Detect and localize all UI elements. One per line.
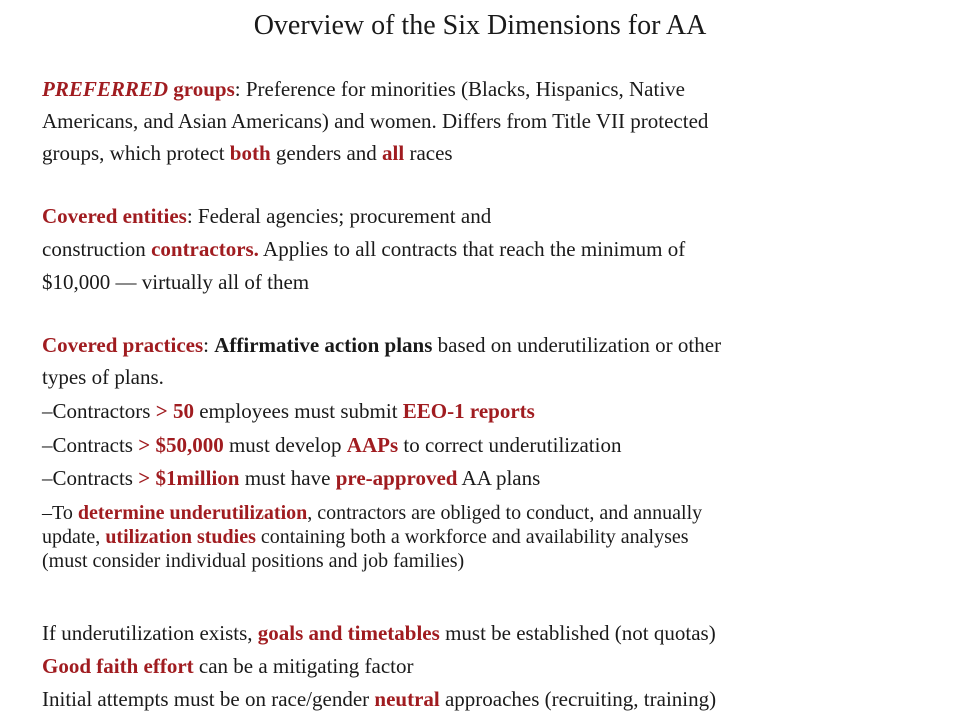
goals-line-3 — [42, 686, 716, 712]
preferred-term: PREFERRED — [42, 77, 169, 101]
utilization-studies-term: utilization studies — [105, 526, 256, 548]
goals-line-2 — [42, 653, 413, 679]
threshold-50000: > $50,000 — [138, 433, 224, 457]
bullet-text: employees must submit — [193, 399, 403, 423]
aap-term: Affirmative action plans — [214, 333, 433, 357]
bullet-text: –To — [42, 502, 78, 524]
entities-line-3: $10,000 — virtually all of them — [42, 270, 310, 294]
bullet-text: –Contractors — [42, 399, 156, 423]
preferred-text: races — [404, 141, 453, 165]
bullet-underutilization-3: (must consider individual positions and job families) — [42, 550, 465, 572]
goals-text: must be established (not quotas) — [439, 621, 716, 645]
practices-line-1 — [42, 332, 721, 358]
preferred-text: genders and — [270, 141, 383, 165]
bullet-underutilization-2 — [42, 526, 689, 548]
both-term: both — [229, 141, 271, 165]
goals-text: If underutilization exists, — [42, 621, 258, 645]
preferred-line-1 — [42, 76, 685, 102]
practices-line-2: types of plans. — [42, 365, 164, 389]
entities-text: construction — [42, 237, 152, 261]
goals-text: Initial attempts must be on race/gender — [42, 687, 375, 711]
entities-text: Applies to all contracts that reach the minimum of — [258, 237, 686, 261]
contractors-term: contractors. — [151, 237, 259, 261]
bullet-contracts-50000 — [42, 432, 621, 458]
preferred-text: groups, which protect — [42, 141, 230, 165]
good-faith-term: Good faith effort — [42, 654, 194, 678]
goals-text: can be a mitigating factor — [193, 654, 414, 678]
practices-text: based on underutilization or other — [432, 333, 722, 357]
covered-practices-term: Covered practices — [42, 333, 204, 357]
bullet-text: AA plans — [457, 466, 541, 490]
bullet-contracts-1million — [42, 465, 540, 491]
aaps-term: AAPs — [346, 433, 399, 457]
practices-text: : — [203, 333, 215, 357]
all-term: all — [382, 141, 405, 165]
neutral-term: neutral — [374, 687, 440, 711]
bullet-text: update, — [42, 526, 106, 548]
eeo1-term: EEO-1 reports — [402, 399, 535, 423]
bullet-text: –Contracts — [42, 466, 139, 490]
preferred-line-2: Americans, and Asian Americans) and women. Differs from Title VII protected — [42, 109, 709, 133]
entities-text: : Federal agencies; procurement and — [186, 204, 492, 228]
goals-timetables-term: goals and timetables — [257, 621, 440, 645]
threshold-50: > 50 — [155, 399, 194, 423]
bullet-text: –Contracts — [42, 433, 139, 457]
bullet-underutilization-1 — [42, 502, 702, 524]
pre-approved-term: pre-approved — [335, 466, 458, 490]
goals-line-1 — [42, 620, 716, 646]
bullet-text: , contractors are obliged to conduct, and annually — [307, 502, 703, 524]
slide-title: Overview of the Six Dimensions for AA — [253, 10, 707, 41]
bullet-text: must have — [239, 466, 336, 490]
preferred-groups-term: groups — [168, 77, 235, 101]
bullet-text: containing both a workforce and availability analyses — [255, 526, 689, 548]
bullet-text: must develop — [223, 433, 347, 457]
entities-line-1 — [42, 203, 491, 229]
entities-line-2 — [42, 236, 685, 262]
preferred-line-3 — [42, 140, 453, 166]
goals-text: approaches (recruiting, training) — [439, 687, 717, 711]
bullet-text: to correct underutilization — [398, 433, 622, 457]
preferred-text: : Preference for minorities (Blacks, Hispanics, Native — [234, 77, 685, 101]
bullet-contractors — [42, 398, 535, 424]
threshold-1million: > $1million — [138, 466, 240, 490]
determine-underutilization-term: determine underutilization — [77, 502, 308, 524]
covered-entities-term: Covered entities — [42, 204, 187, 228]
